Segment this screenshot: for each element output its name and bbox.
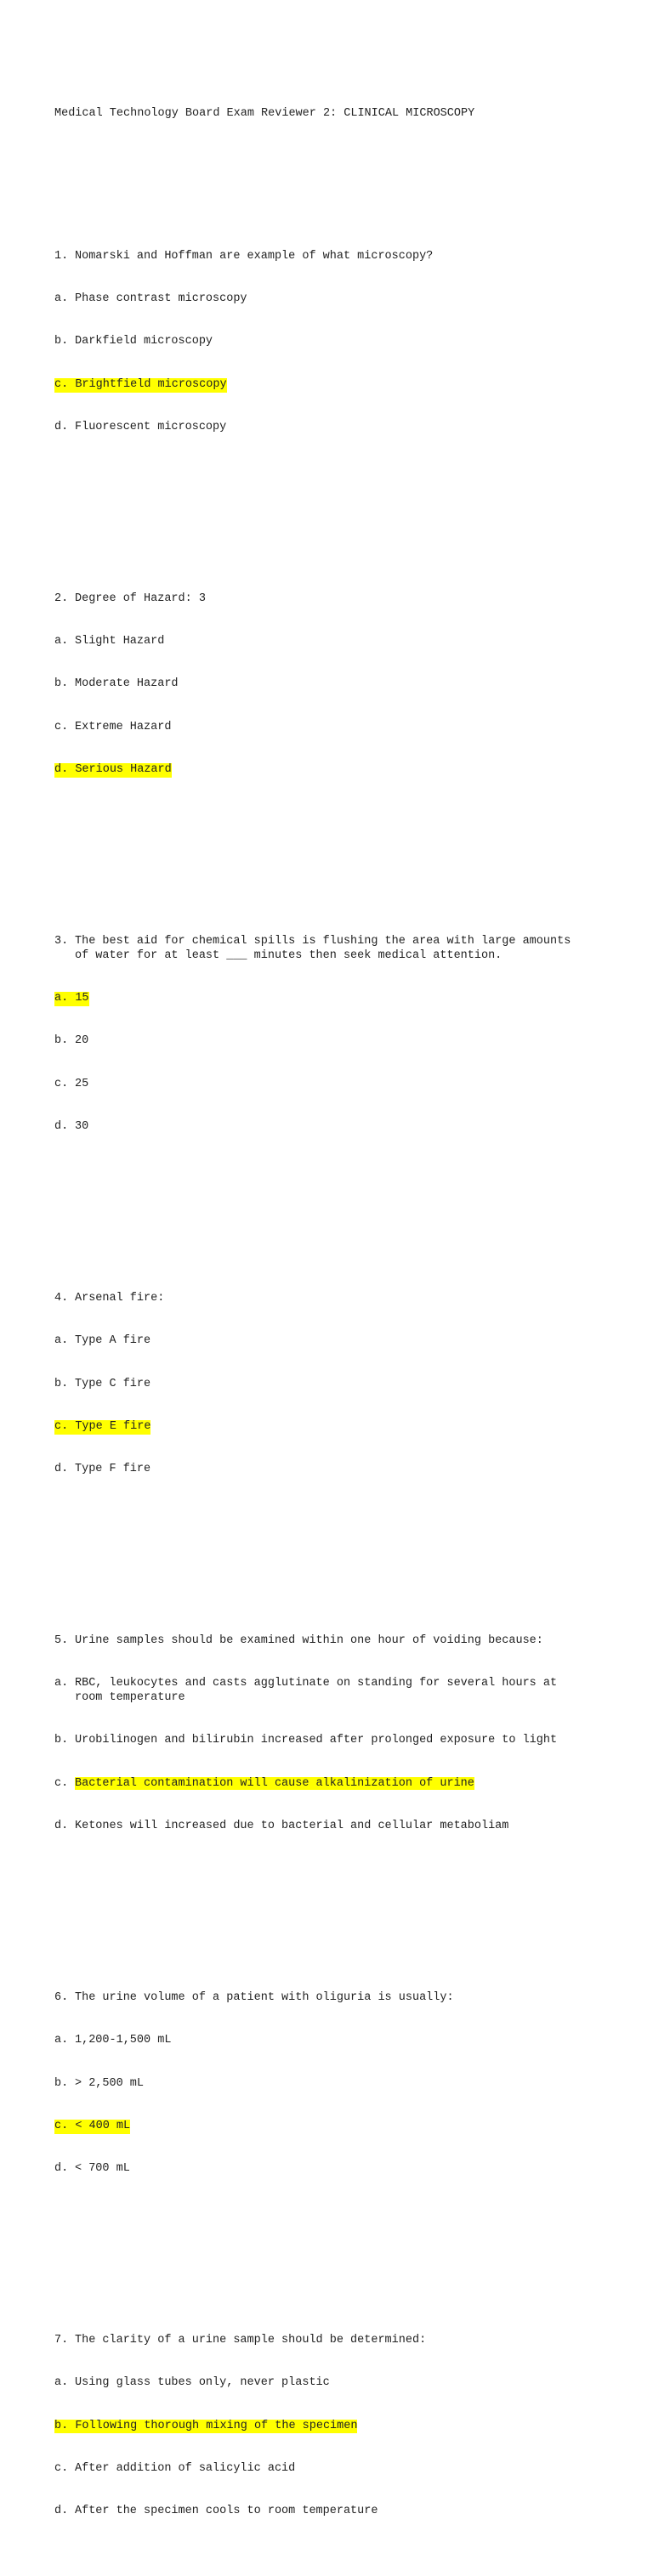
- question-stem: [54, 250, 599, 264]
- question-text: Nomarski and Hoffman are example of what microscopy?: [75, 249, 434, 263]
- option-text: Type E fire: [75, 1419, 151, 1433]
- option-letter: d.: [54, 421, 69, 434]
- option-text: 30: [75, 1120, 89, 1134]
- option-letter: b.: [54, 2076, 69, 2090]
- option-d: [54, 2162, 599, 2177]
- option-letter: a.: [54, 1677, 69, 1690]
- option-d: [54, 1463, 599, 1477]
- option-c-highlighted-answer: [54, 1420, 599, 1435]
- option-c-highlighted-answer: [54, 1777, 599, 1792]
- question-7: [54, 2305, 599, 2548]
- option-text: Fluorescent microscopy: [75, 421, 227, 434]
- option-letter: d.: [54, 1120, 69, 1134]
- question-text: Urine samples should be examined within one hour of voiding because:: [75, 1633, 543, 1647]
- spacer: [54, 1891, 599, 1905]
- option-text: Ketones will increased due to bacterial and cellular metaboliam: [75, 1820, 509, 1833]
- spacer: [54, 2233, 599, 2248]
- option-letter: c.: [54, 1419, 69, 1433]
- option-letter: a.: [54, 292, 69, 305]
- option-text: > 2,500 mL: [75, 2076, 145, 2090]
- option-b: [54, 1378, 599, 1392]
- answer-highlight: Bacterial contamination will cause alkalinization of urine: [75, 1776, 474, 1790]
- option-a: [54, 292, 599, 307]
- option-b: [54, 335, 599, 349]
- document-body: [54, 78, 599, 2576]
- option-b-highlighted-answer: [54, 2420, 599, 2434]
- question-text: The urine volume of a patient with oliguria is usually:: [75, 1990, 454, 2004]
- option-text: Type C fire: [75, 1377, 151, 1390]
- option-letter: b.: [54, 335, 69, 348]
- option-letter: a.: [54, 1334, 69, 1348]
- question-number: 1.: [54, 249, 69, 263]
- answer-highlight: [54, 763, 172, 778]
- option-text: < 700 mL: [75, 2162, 130, 2176]
- option-d: [54, 421, 599, 435]
- option-text: Serious Hazard: [75, 763, 172, 777]
- option-letter: a.: [54, 635, 69, 648]
- option-text: Moderate Hazard: [75, 677, 179, 691]
- option-b: [54, 677, 599, 692]
- option-text: 25: [75, 1077, 89, 1090]
- option-text: Slight Hazard: [75, 635, 165, 648]
- option-letter: b.: [54, 677, 69, 691]
- option-a: [54, 2034, 599, 2048]
- question-4: [54, 1263, 599, 1506]
- option-d: [54, 1120, 599, 1135]
- answer-highlight: [54, 2120, 130, 2134]
- option-letter: b.: [54, 2419, 69, 2432]
- option-d: [54, 1820, 599, 1834]
- question-number: 4.: [54, 1291, 69, 1305]
- option-text: After addition of salicylic acid: [75, 2462, 296, 2476]
- option-letter: c.: [54, 377, 69, 391]
- question-stem: [54, 1292, 599, 1306]
- option-letter: d.: [54, 763, 69, 777]
- option-letter: d.: [54, 1820, 69, 1833]
- option-text: 15: [75, 992, 89, 1005]
- option-a: [54, 2376, 599, 2391]
- option-b: [54, 2077, 599, 2092]
- question-stem: [54, 1634, 599, 1649]
- option-b: [54, 1734, 599, 1748]
- question-number: 6.: [54, 1990, 69, 2004]
- question-stem: [54, 935, 599, 964]
- question-text: Degree of Hazard: 3: [75, 592, 206, 605]
- option-letter: c.: [54, 720, 69, 733]
- option-letter: c.: [54, 2462, 69, 2476]
- question-6: [54, 1962, 599, 2205]
- document-title: Medical Technology Board Exam Reviewer 2: CLINICAL MICROSCOPY: [54, 106, 475, 120]
- question-text: Arsenal fire:: [75, 1291, 165, 1305]
- question-number: 2.: [54, 592, 69, 605]
- question-3: [54, 906, 599, 1163]
- option-text: Urobilinogen and bilirubin increased after prolonged exposure to light: [75, 1734, 558, 1747]
- question-stem: [54, 592, 599, 607]
- option-text: Type F fire: [75, 1463, 151, 1476]
- question-stem: [54, 1991, 599, 2006]
- option-letter: b.: [54, 1734, 69, 1747]
- option-letter: c.: [54, 1776, 69, 1790]
- option-letter: c.: [54, 1077, 69, 1090]
- question-number: 7.: [54, 2333, 69, 2347]
- option-c: [54, 2462, 599, 2477]
- question-1: [54, 221, 599, 464]
- spacer: [54, 835, 599, 849]
- option-letter: b.: [54, 1034, 69, 1048]
- question-2: [54, 563, 599, 807]
- option-c: [54, 1078, 599, 1092]
- option-a: [54, 1334, 599, 1349]
- option-letter: a.: [54, 992, 69, 1005]
- answer-highlight: [54, 992, 89, 1006]
- option-text: 1,200-1,500 mL: [75, 2034, 172, 2047]
- option-text: Using glass tubes only, never plastic: [75, 2376, 330, 2390]
- option-b: [54, 1034, 599, 1049]
- option-text: RBC, leukocytes and casts agglutinate on standing for several hours at room temperature: [75, 1677, 565, 1705]
- answer-highlight: [54, 378, 227, 393]
- question-number: 3.: [54, 934, 69, 948]
- answer-highlight: [54, 1420, 150, 1435]
- question-stem: [54, 2334, 599, 2348]
- option-text: Brightfield microscopy: [75, 377, 227, 391]
- option-letter: b.: [54, 1377, 69, 1390]
- option-text: After the specimen cools to room temperature: [75, 2505, 378, 2518]
- option-letter: d.: [54, 2162, 69, 2176]
- option-letter: a.: [54, 2034, 69, 2047]
- question-text: The clarity of a urine sample should be determined:: [75, 2333, 427, 2347]
- question-number: 5.: [54, 1633, 69, 1647]
- option-a: [54, 1677, 599, 1706]
- option-text: Darkfield microscopy: [75, 335, 213, 348]
- option-c: [54, 721, 599, 735]
- question-5: [54, 1605, 599, 1862]
- option-letter: c.: [54, 2119, 69, 2132]
- spacer: [54, 492, 599, 507]
- spacer: [54, 1534, 599, 1548]
- option-text: Type A fire: [75, 1334, 151, 1348]
- option-text: Following thorough mixing of the specimen: [75, 2419, 358, 2432]
- option-text: < 400 mL: [75, 2119, 131, 2132]
- option-text: Extreme Hazard: [75, 720, 172, 733]
- option-text: 20: [75, 1034, 89, 1048]
- option-d: [54, 2505, 599, 2519]
- option-letter: d.: [54, 1463, 69, 1476]
- option-a: [54, 635, 599, 649]
- answer-highlight: [54, 2420, 357, 2434]
- option-letter: a.: [54, 2376, 69, 2390]
- option-a-highlighted-answer: [54, 992, 599, 1006]
- spacer: [54, 1192, 599, 1206]
- option-c-highlighted-answer: [54, 2120, 599, 2134]
- option-letter: d.: [54, 2505, 69, 2518]
- spacer: [54, 150, 599, 164]
- option-text: Phase contrast microscopy: [75, 292, 247, 305]
- question-text: The best aid for chemical spills is flushing the area with large amounts of water for at least ___ minutes then seek medical attention.: [75, 934, 578, 962]
- option-c-highlighted-answer: [54, 378, 599, 393]
- option-d-highlighted-answer: [54, 763, 599, 778]
